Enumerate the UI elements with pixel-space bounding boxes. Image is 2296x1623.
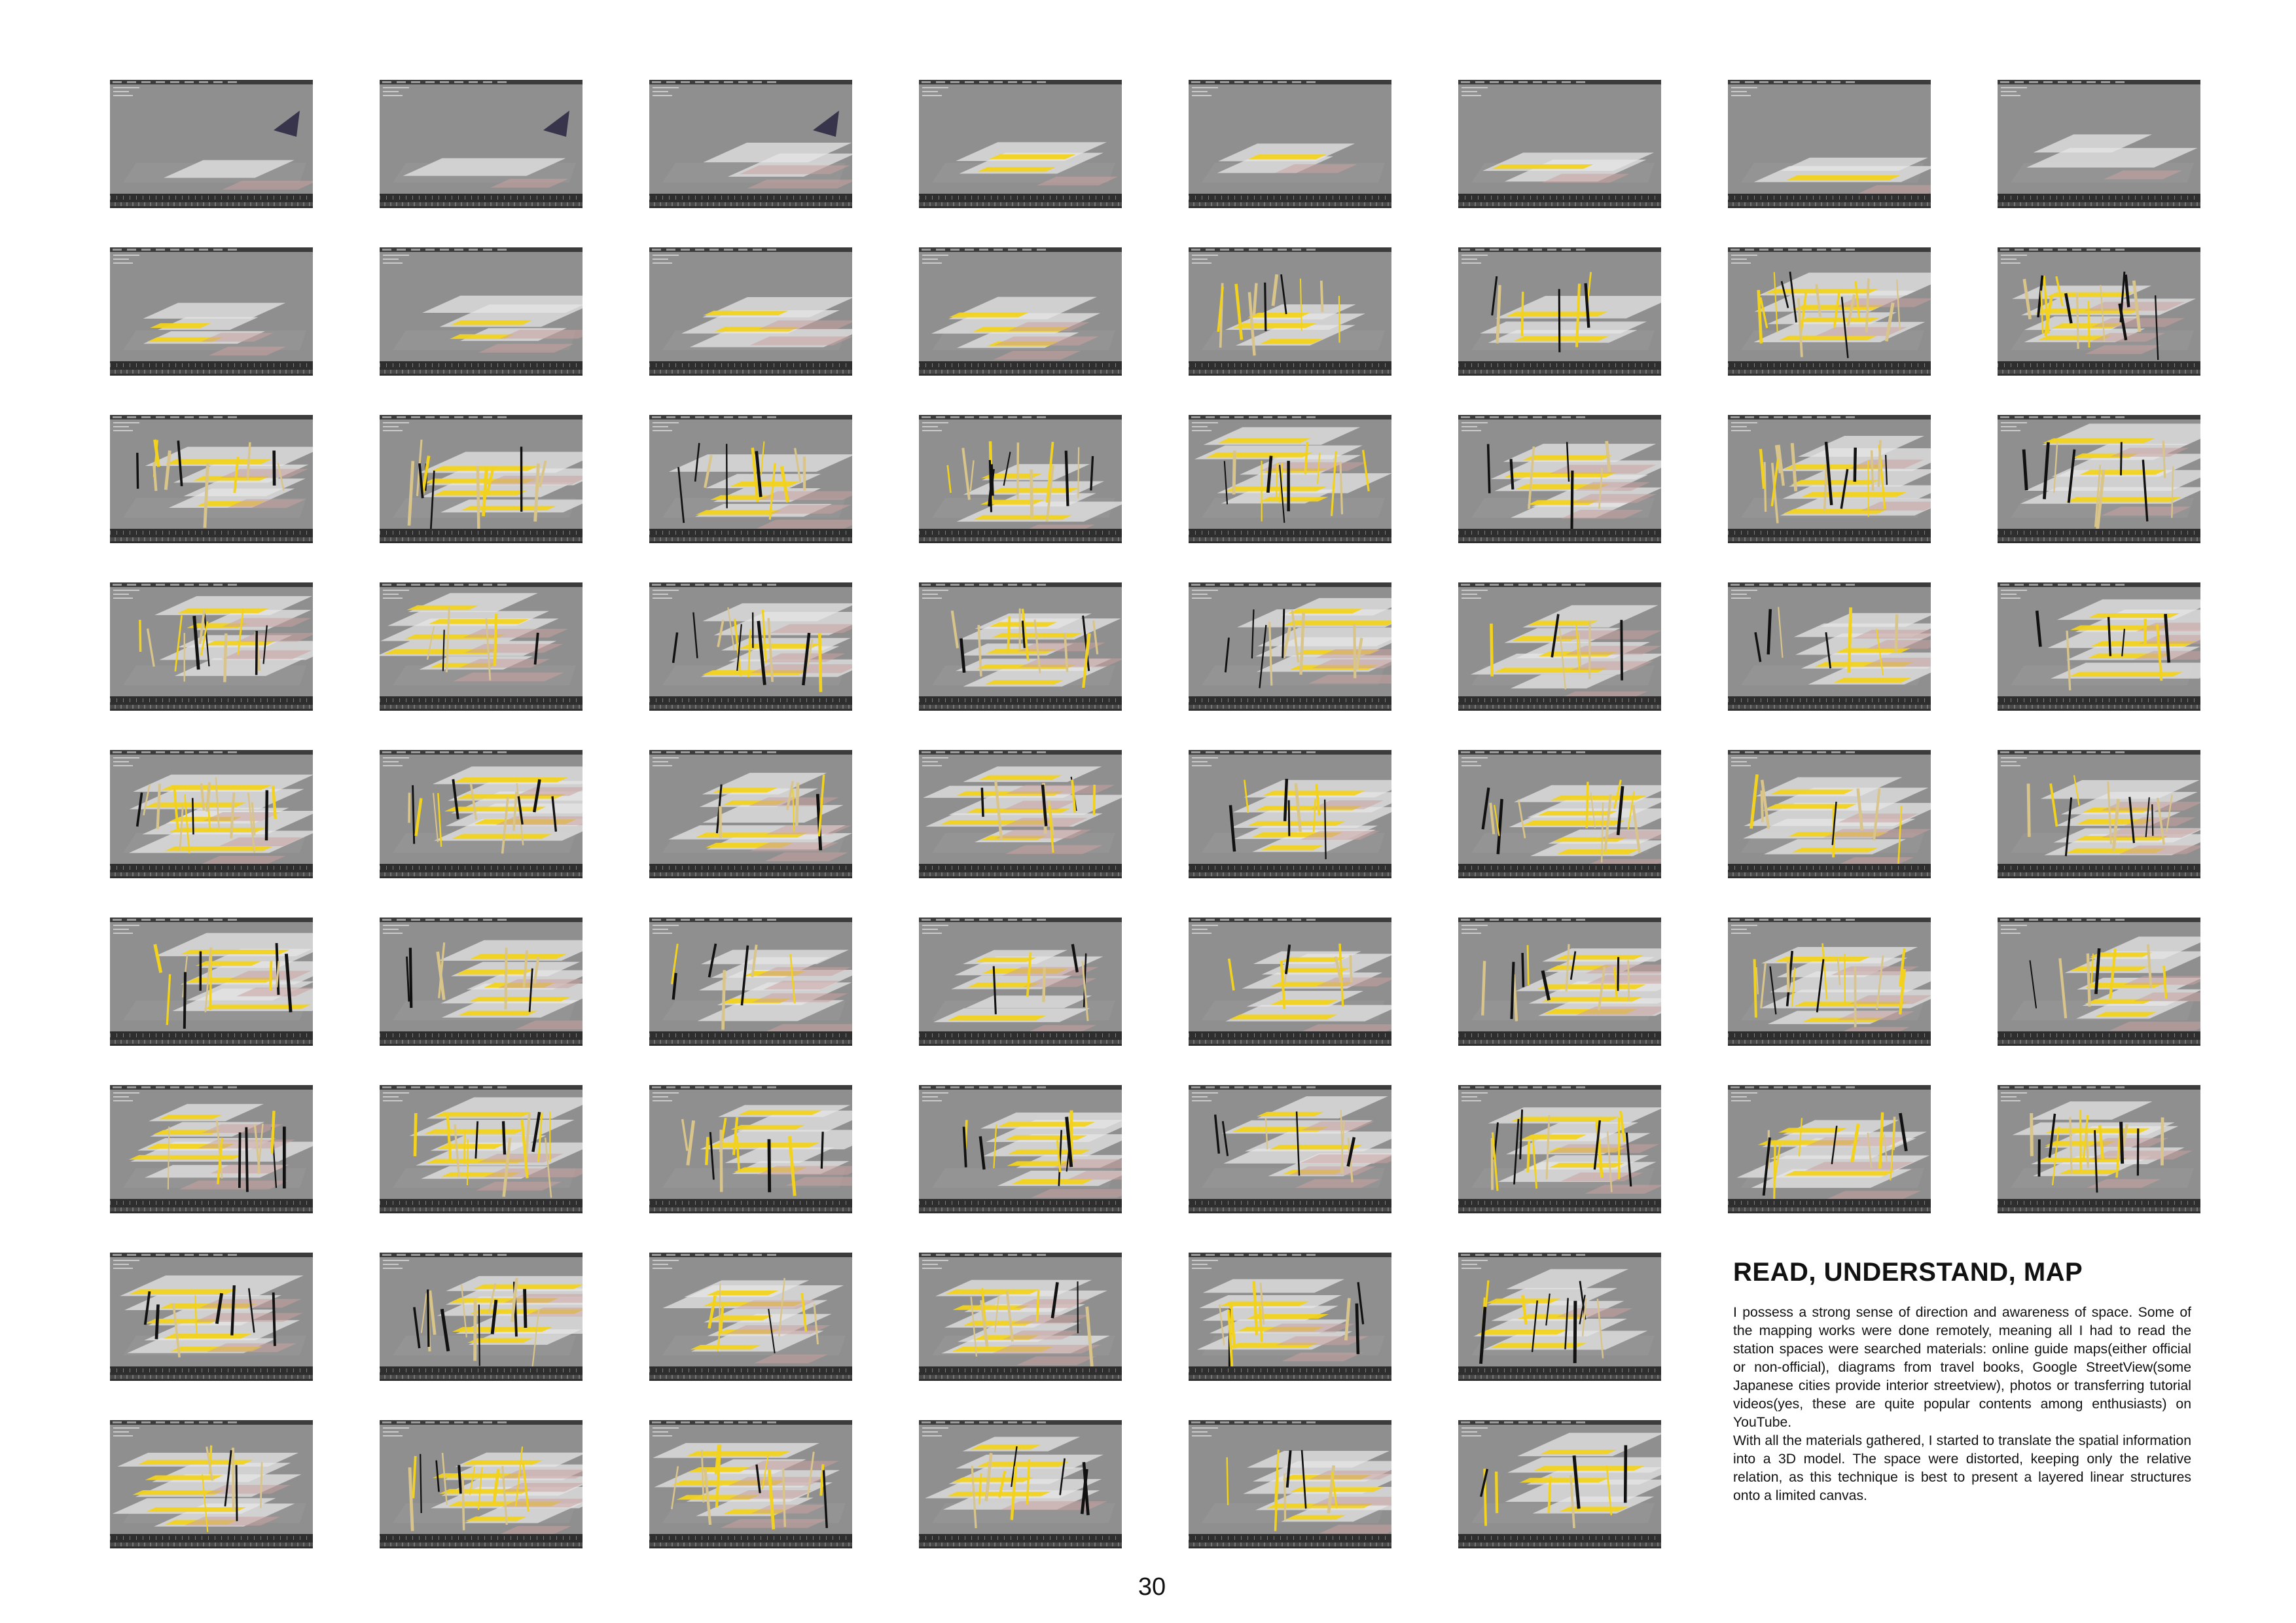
3d-modeling-screenshot: [110, 1420, 313, 1548]
text-block: [1733, 1258, 2191, 1505]
3d-modeling-screenshot: [110, 247, 313, 376]
3d-modeling-screenshot: [1998, 750, 2200, 878]
3d-modeling-screenshot: [919, 247, 1122, 376]
3d-modeling-screenshot: [1998, 415, 2200, 543]
3d-modeling-screenshot: [110, 582, 313, 711]
3d-modeling-screenshot: [919, 1420, 1122, 1548]
3d-modeling-screenshot: [919, 80, 1122, 208]
3d-modeling-screenshot: [1998, 80, 2200, 208]
3d-modeling-screenshot: [649, 1253, 852, 1381]
3d-modeling-screenshot: [649, 247, 852, 376]
3d-modeling-screenshot: [1458, 918, 1661, 1046]
3d-modeling-screenshot: [1998, 918, 2200, 1046]
3d-modeling-screenshot: [1458, 750, 1661, 878]
3d-modeling-screenshot: [1728, 80, 1931, 208]
3d-modeling-screenshot: [1728, 247, 1931, 376]
3d-modeling-screenshot: [1458, 1085, 1661, 1213]
3d-modeling-screenshot: [110, 918, 313, 1046]
3d-modeling-screenshot: [919, 918, 1122, 1046]
3d-modeling-screenshot: [1998, 1085, 2200, 1213]
3d-modeling-screenshot: [649, 415, 852, 543]
body-paragraph-1: I possess a strong sense of direction and awareness of space. Some of the mapping works were done remotely, meaning all I had to read the station spaces were searched materials: online guide maps(either official or non-official), diagrams from travel books, Google StreetView(some Japanese cities provide interior streetview), photos or transferring tutorial videos(yes, these are quite popular contents among enthusiasts) on YouTube.: [1733, 1305, 2191, 1430]
3d-modeling-screenshot: [1458, 1420, 1661, 1548]
3d-modeling-screenshot: [1458, 415, 1661, 543]
3d-modeling-screenshot: [110, 415, 313, 543]
3d-modeling-screenshot: [649, 80, 852, 208]
3d-modeling-screenshot: [1728, 1085, 1931, 1213]
3d-modeling-screenshot: [1728, 750, 1931, 878]
3d-modeling-screenshot: [380, 750, 583, 878]
3d-modeling-screenshot: [380, 1085, 583, 1213]
3d-modeling-screenshot: [649, 582, 852, 711]
3d-modeling-screenshot: [1189, 1253, 1391, 1381]
3d-modeling-screenshot: [919, 582, 1122, 711]
3d-modeling-screenshot: [1998, 582, 2200, 711]
3d-modeling-screenshot: [1458, 80, 1661, 208]
body-paragraph-2: With all the materials gathered, I started to translate the spatial information into a 3D model. The space were distorted, keeping only the relative relation, as this technique is best to present a layered linear structures onto a limited canvas.: [1733, 1433, 2191, 1503]
3d-modeling-screenshot: [1728, 415, 1931, 543]
3d-modeling-screenshot: [919, 1085, 1122, 1213]
3d-modeling-screenshot: [649, 1085, 852, 1213]
3d-modeling-screenshot: [380, 80, 583, 208]
3d-modeling-screenshot: [1189, 247, 1391, 376]
3d-modeling-screenshot: [110, 80, 313, 208]
3d-modeling-screenshot: [380, 1253, 583, 1381]
3d-modeling-screenshot: [1458, 1253, 1661, 1381]
3d-modeling-screenshot: [380, 247, 583, 376]
3d-modeling-screenshot: [110, 1085, 313, 1213]
section-heading: READ, UNDERSTAND, MAP: [1733, 1258, 2083, 1287]
3d-modeling-screenshot: [1189, 1085, 1391, 1213]
3d-modeling-screenshot: [380, 582, 583, 711]
3d-modeling-screenshot: [1189, 582, 1391, 711]
3d-modeling-screenshot: [649, 918, 852, 1046]
3d-modeling-screenshot: [380, 415, 583, 543]
3d-modeling-screenshot: [1189, 918, 1391, 1046]
3d-modeling-screenshot: [1998, 247, 2200, 376]
3d-modeling-screenshot: [919, 415, 1122, 543]
3d-modeling-screenshot: [919, 750, 1122, 878]
3d-modeling-screenshot: [1728, 582, 1931, 711]
3d-modeling-screenshot: [1458, 247, 1661, 376]
3d-modeling-screenshot: [380, 1420, 583, 1548]
3d-modeling-screenshot: [649, 1420, 852, 1548]
3d-modeling-screenshot: [110, 750, 313, 878]
3d-modeling-screenshot: [1189, 415, 1391, 543]
3d-modeling-screenshot: [919, 1253, 1122, 1381]
3d-modeling-screenshot: [380, 918, 583, 1046]
3d-modeling-screenshot: [1728, 918, 1931, 1046]
3d-modeling-screenshot: [649, 750, 852, 878]
3d-modeling-screenshot: [1189, 80, 1391, 208]
3d-modeling-screenshot: [110, 1253, 313, 1381]
3d-modeling-screenshot: [1458, 582, 1661, 711]
3d-modeling-screenshot: [1189, 750, 1391, 878]
3d-modeling-screenshot: [1189, 1420, 1391, 1548]
page-number: 30: [1138, 1573, 1166, 1601]
